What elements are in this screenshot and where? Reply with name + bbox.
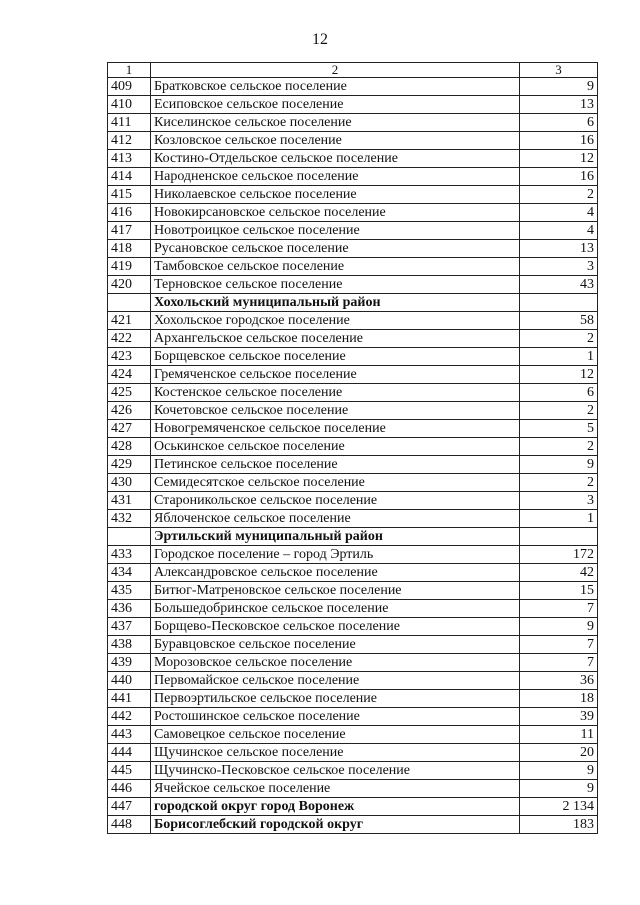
row-value: 2 — [520, 402, 598, 420]
page-number: 12 — [312, 31, 328, 48]
row-number: 427 — [108, 420, 151, 438]
row-name: Семидесятское сельское поселение — [151, 474, 520, 492]
row-number — [108, 528, 151, 546]
row-number — [108, 294, 151, 312]
table-row — [108, 276, 598, 294]
row-value: 9 — [520, 618, 598, 636]
row-value: 11 — [520, 726, 598, 744]
row-number: 441 — [108, 690, 151, 708]
table-row — [108, 726, 598, 744]
table-row — [108, 762, 598, 780]
row-name: Морозовское сельское поселение — [151, 654, 520, 672]
row-name: Костино-Отдельское сельское поселение — [151, 150, 520, 168]
table-row — [108, 510, 598, 528]
row-number: 431 — [108, 492, 151, 510]
table-row — [108, 312, 598, 330]
row-name: Оськинское сельское поселение — [151, 438, 520, 456]
row-name: городской округ город Воронеж — [151, 798, 520, 816]
row-value: 16 — [520, 168, 598, 186]
row-value: 2 — [520, 330, 598, 348]
row-name: Новотроицкое сельское поселение — [151, 222, 520, 240]
row-number: 434 — [108, 564, 151, 582]
table-row — [108, 96, 598, 114]
row-value: 2 — [520, 438, 598, 456]
row-name: Самовецкое сельское поселение — [151, 726, 520, 744]
row-number: 429 — [108, 456, 151, 474]
table-row — [108, 636, 598, 654]
table-row — [108, 204, 598, 222]
row-number: 430 — [108, 474, 151, 492]
row-number: 410 — [108, 96, 151, 114]
row-number: 435 — [108, 582, 151, 600]
table-row — [108, 114, 598, 132]
table-row — [108, 348, 598, 366]
row-value: 1 — [520, 348, 598, 366]
table-row — [108, 600, 598, 618]
table-row — [108, 438, 598, 456]
row-name: Борщевское сельское поселение — [151, 348, 520, 366]
row-number: 433 — [108, 546, 151, 564]
row-name: Большедобринское сельское поселение — [151, 600, 520, 618]
row-name: Терновское сельское поселение — [151, 276, 520, 294]
row-value: 12 — [520, 366, 598, 384]
row-value: 7 — [520, 654, 598, 672]
row-number: 437 — [108, 618, 151, 636]
row-name: Козловское сельское поселение — [151, 132, 520, 150]
row-number: 416 — [108, 204, 151, 222]
row-value: 3 — [520, 492, 598, 510]
row-number: 423 — [108, 348, 151, 366]
table-row — [108, 690, 598, 708]
row-value: 3 — [520, 258, 598, 276]
row-name: Русановское сельское поселение — [151, 240, 520, 258]
table-row — [108, 420, 598, 438]
row-number: 447 — [108, 798, 151, 816]
row-value: 9 — [520, 456, 598, 474]
table-row — [108, 798, 598, 816]
row-number: 414 — [108, 168, 151, 186]
row-number: 418 — [108, 240, 151, 258]
row-number: 412 — [108, 132, 151, 150]
row-value: 42 — [520, 564, 598, 582]
table-row — [108, 474, 598, 492]
row-value: 12 — [520, 150, 598, 168]
row-value: 13 — [520, 240, 598, 258]
header-col-2: 2 — [151, 63, 520, 78]
table-row — [108, 132, 598, 150]
row-name: Первомайское сельское поселение — [151, 672, 520, 690]
table-row — [108, 330, 598, 348]
row-name: Народненское сельское поселение — [151, 168, 520, 186]
row-value: 7 — [520, 636, 598, 654]
row-name: Николаевское сельское поселение — [151, 186, 520, 204]
row-name: Эртильский муниципальный район — [151, 528, 520, 546]
table-header-row — [108, 63, 598, 78]
row-name: Ростошинское сельское поселение — [151, 708, 520, 726]
row-value: 6 — [520, 114, 598, 132]
row-number: 440 — [108, 672, 151, 690]
row-name: Архангельское сельское поселение — [151, 330, 520, 348]
row-number: 432 — [108, 510, 151, 528]
table-row — [108, 150, 598, 168]
row-number: 436 — [108, 600, 151, 618]
row-name: Щучинское сельское поселение — [151, 744, 520, 762]
row-name: Тамбовское сельское поселение — [151, 258, 520, 276]
row-name: Киселинское сельское поселение — [151, 114, 520, 132]
row-value: 9 — [520, 780, 598, 798]
row-name: Яблоченское сельское поселение — [151, 510, 520, 528]
row-value: 16 — [520, 132, 598, 150]
row-value: 7 — [520, 600, 598, 618]
row-name: Есиповское сельское поселение — [151, 96, 520, 114]
row-value: 183 — [520, 816, 598, 834]
table-row — [108, 654, 598, 672]
row-number: 444 — [108, 744, 151, 762]
table-row — [108, 780, 598, 798]
row-value: 5 — [520, 420, 598, 438]
section-row — [108, 294, 598, 312]
row-number: 443 — [108, 726, 151, 744]
table-row — [108, 546, 598, 564]
row-name: Хохольский муниципальный район — [151, 294, 520, 312]
table-row — [108, 492, 598, 510]
row-number: 409 — [108, 78, 151, 96]
row-name: Борщево-Песковское сельское поселение — [151, 618, 520, 636]
row-name: Братковское сельское поселение — [151, 78, 520, 96]
header-col-3: 3 — [520, 63, 598, 78]
row-value: 18 — [520, 690, 598, 708]
table-row — [108, 708, 598, 726]
row-number: 413 — [108, 150, 151, 168]
row-value: 15 — [520, 582, 598, 600]
row-number: 411 — [108, 114, 151, 132]
row-value: 2 — [520, 474, 598, 492]
row-name: Александровское сельское поселение — [151, 564, 520, 582]
row-value: 43 — [520, 276, 598, 294]
row-value — [520, 528, 598, 546]
settlements-table — [107, 62, 598, 834]
row-value: 13 — [520, 96, 598, 114]
row-number: 446 — [108, 780, 151, 798]
table-row — [108, 384, 598, 402]
row-name: Новокирсановское сельское поселение — [151, 204, 520, 222]
table-row — [108, 78, 598, 96]
table-row — [108, 456, 598, 474]
table-row — [108, 564, 598, 582]
row-number: 415 — [108, 186, 151, 204]
row-number: 425 — [108, 384, 151, 402]
row-value: 2 134 — [520, 798, 598, 816]
table-row — [108, 618, 598, 636]
row-number: 439 — [108, 654, 151, 672]
row-number: 417 — [108, 222, 151, 240]
row-number: 445 — [108, 762, 151, 780]
row-number: 422 — [108, 330, 151, 348]
row-name: Борисоглебский городской округ — [151, 816, 520, 834]
row-name: Городское поселение – город Эртиль — [151, 546, 520, 564]
row-name: Битюг-Матреновское сельское поселение — [151, 582, 520, 600]
table-row — [108, 240, 598, 258]
row-number: 421 — [108, 312, 151, 330]
table-row — [108, 168, 598, 186]
row-value: 36 — [520, 672, 598, 690]
table-row — [108, 222, 598, 240]
row-name: Кочетовское сельское поселение — [151, 402, 520, 420]
table-row — [108, 366, 598, 384]
table-row — [108, 582, 598, 600]
row-number: 438 — [108, 636, 151, 654]
row-value: 39 — [520, 708, 598, 726]
header-col-1: 1 — [108, 63, 151, 78]
table-row — [108, 402, 598, 420]
row-number: 420 — [108, 276, 151, 294]
row-name: Новогремяченское сельское поселение — [151, 420, 520, 438]
row-name: Ячейское сельское поселение — [151, 780, 520, 798]
row-value: 58 — [520, 312, 598, 330]
row-number: 428 — [108, 438, 151, 456]
row-name: Буравцовское сельское поселение — [151, 636, 520, 654]
row-value: 4 — [520, 222, 598, 240]
row-value: 20 — [520, 744, 598, 762]
row-value: 172 — [520, 546, 598, 564]
table-row — [108, 816, 598, 834]
row-value: 1 — [520, 510, 598, 528]
table-row — [108, 672, 598, 690]
row-number: 419 — [108, 258, 151, 276]
row-value — [520, 294, 598, 312]
row-number: 424 — [108, 366, 151, 384]
row-value: 9 — [520, 762, 598, 780]
row-name: Петинское сельское поселение — [151, 456, 520, 474]
row-number: 426 — [108, 402, 151, 420]
row-number: 448 — [108, 816, 151, 834]
table-row — [108, 186, 598, 204]
row-name: Гремяченское сельское поселение — [151, 366, 520, 384]
row-name: Костенское сельское поселение — [151, 384, 520, 402]
row-value: 4 — [520, 204, 598, 222]
row-value: 6 — [520, 384, 598, 402]
row-name: Хохольское городское поселение — [151, 312, 520, 330]
row-value: 2 — [520, 186, 598, 204]
row-name: Первоэртильское сельское поселение — [151, 690, 520, 708]
row-name: Староникольское сельское поселение — [151, 492, 520, 510]
table-row — [108, 744, 598, 762]
table-row — [108, 258, 598, 276]
row-name: Щучинско-Песковское сельское поселение — [151, 762, 520, 780]
section-row — [108, 528, 598, 546]
row-value: 9 — [520, 78, 598, 96]
row-number: 442 — [108, 708, 151, 726]
